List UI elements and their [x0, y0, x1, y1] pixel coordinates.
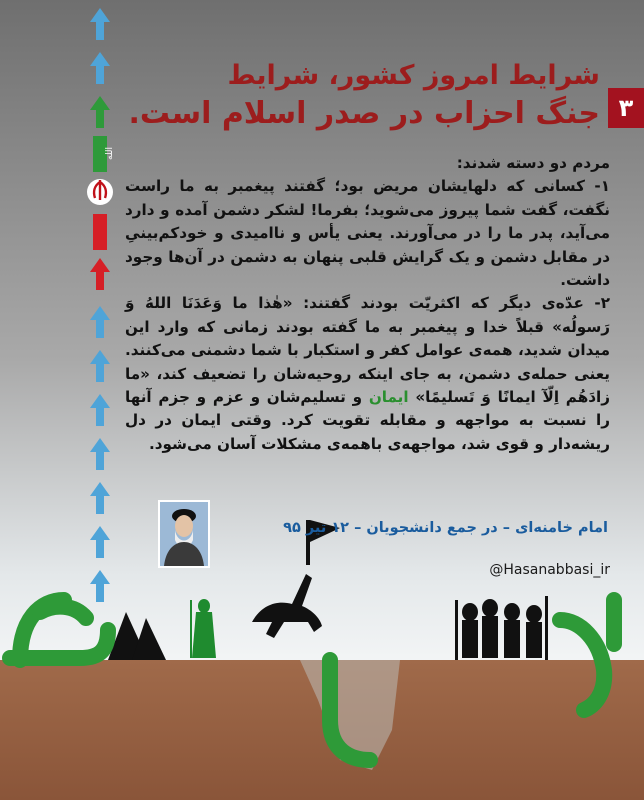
headline-line-1: شرایط امروز کشور، شرایط [227, 60, 600, 91]
quote-paragraph-1: ۱- کسانی که دلهایشان مریض بود؛ گفتند پیغمبر به ما راست نگفت، گفت شما پیروز می‌شوید؛ بفرما! لشکر دشمن آمده و دارد می‌آید، پدر ما را در می‌آورند. یعنی یأس و ناامیدی و خودکم‌بینیِ در مقابل دشمن و یک گرایش قلبی پنهان به دشمن در آن‌ها وجود داشت. [125, 177, 610, 290]
source-caption: امام خامنه‌ای – در جمع دانشجویان – ۱۲ تیر ۹۵ [283, 520, 608, 536]
highlighted-word: ایمان [368, 388, 409, 407]
quote-paragraph-2 [125, 292, 610, 456]
quote-paragraph-2-start: ۲- عدّه‌ی دیگر که اکثریّت بودند گفتند: «هٰذا ما وَعَدَنَا اللهُ وَ رَسولُه» قبلاً خدا و پیغمبر به ما گفته بودند زمانی که وارد این میدان شدید، همه‌ی عوامل کفر و استکبار با شما دشمنی می‌کنند. یعنی حمله‌ی دشمن، به جای اینکه روحیه‌شان را تضعیف کند، «ما زادَهُم اِلّآ ایمانًا وَ تَسلیمًا» [125, 294, 610, 407]
quote-intro: مردم دو دسته شدند: [456, 154, 610, 172]
speaker-portrait [158, 500, 210, 568]
headline-line-2: جنگ احزاب در صدر اسلام است. [128, 96, 600, 131]
section-number-badge: ۳ [608, 88, 644, 128]
author-handle: @Hasanabbasi_ir [489, 562, 610, 578]
headline [120, 58, 600, 134]
quote-text [125, 152, 610, 456]
svg-text:الله: الله [105, 146, 115, 160]
quote-paragraph-2-end: و تسلیم‌شان و عزم و جزم آنها را نسبت به مواجهه و مقابله تقویت کرد. وقتی ایمان در دل ریشه‌دار و قوی شد، مواجهه‌ی باهمه‌ی مشکلات آسان می‌شود. [125, 388, 610, 453]
